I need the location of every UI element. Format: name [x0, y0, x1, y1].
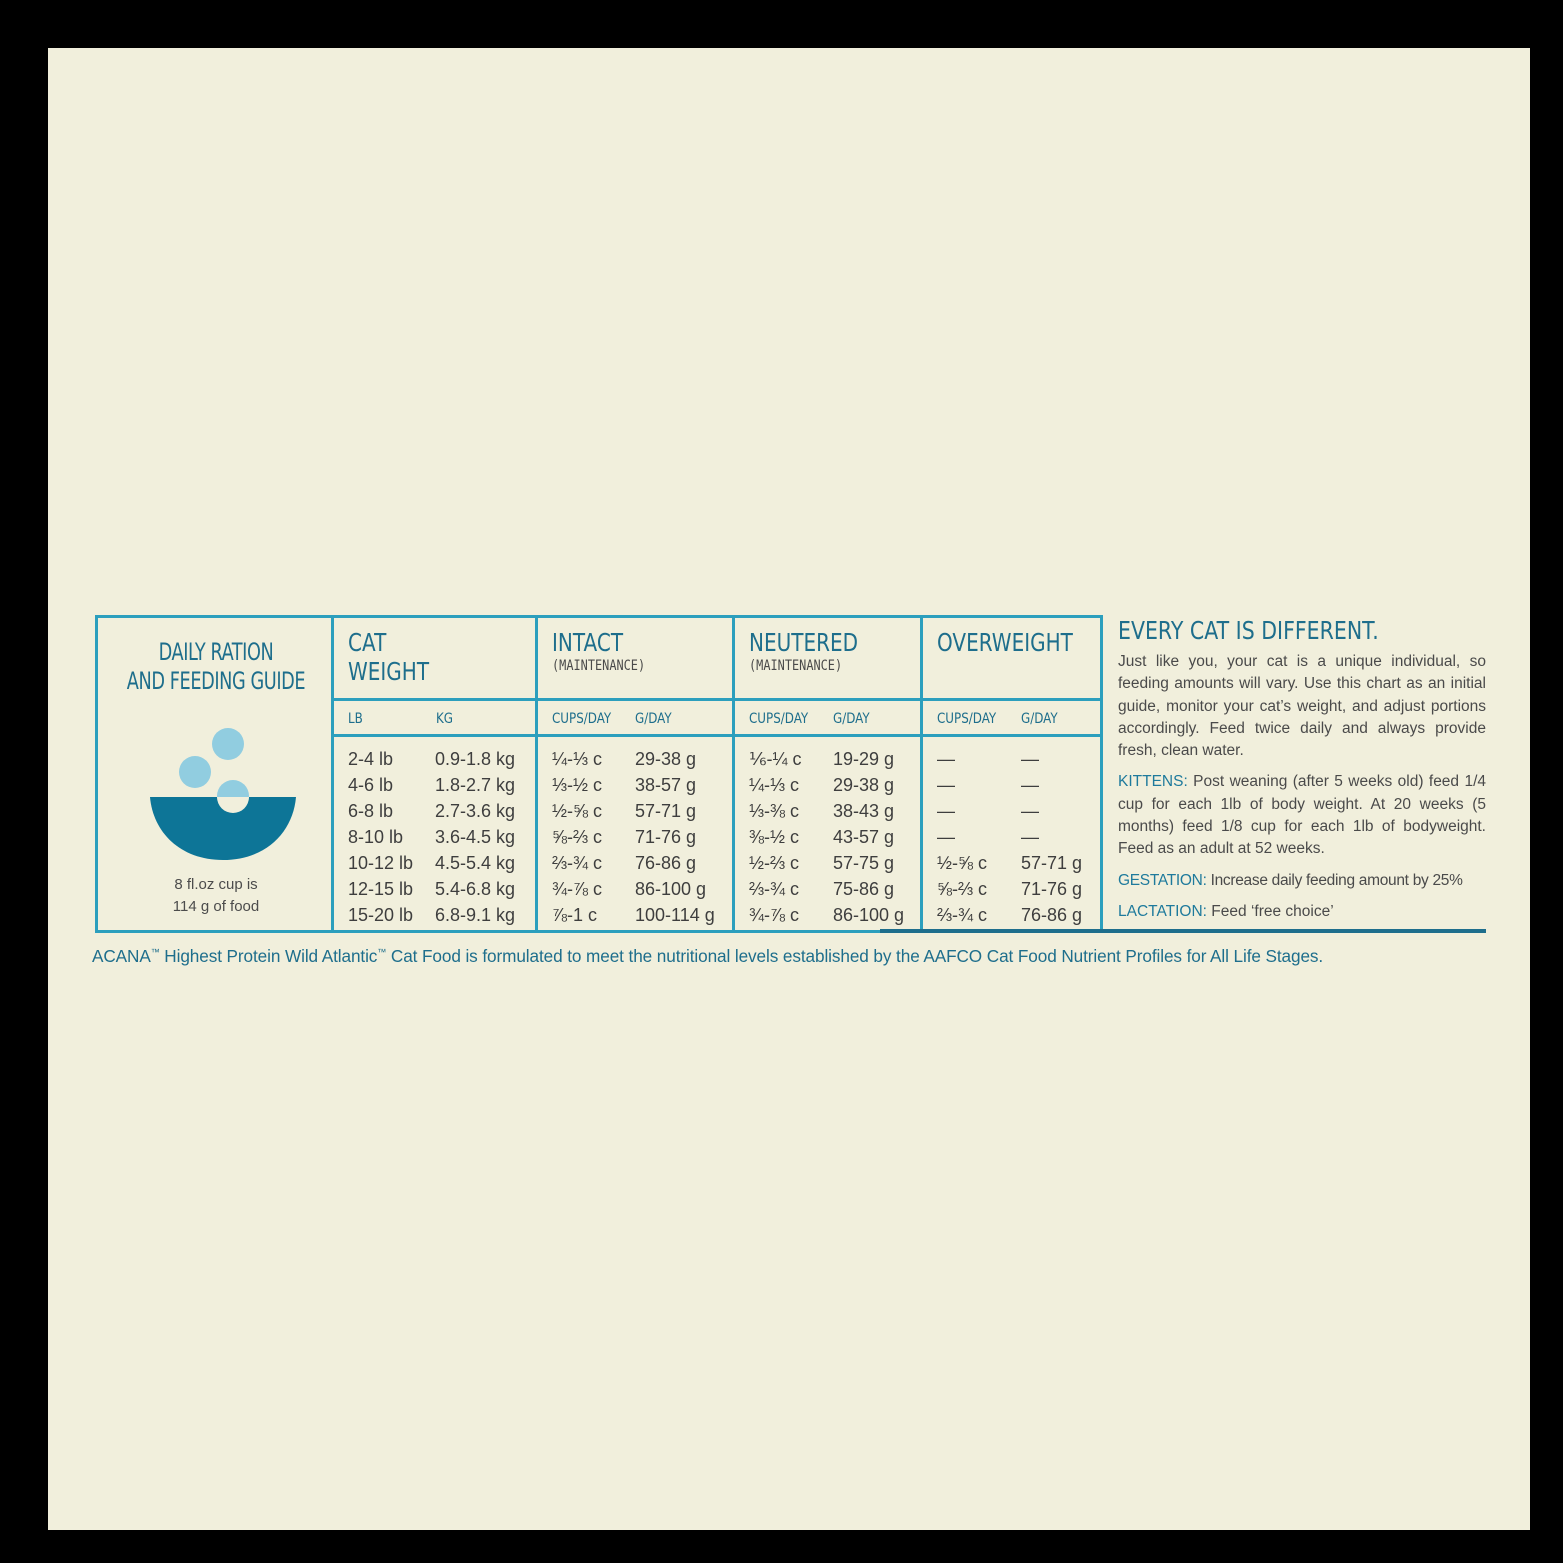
overweight-column: [920, 618, 1103, 930]
cell-grams: 75-86 g: [833, 879, 895, 899]
side-title: EVERY CAT IS DIFFERENT.: [1118, 616, 1379, 645]
cell-kg: 3.6-4.5 kg: [435, 827, 516, 847]
cell-grams: 29-38 g: [635, 749, 697, 769]
cat-weight-header: [348, 628, 429, 686]
cell-grams: 57-71 g: [635, 801, 697, 821]
aafco-statement: [92, 940, 1492, 968]
cell-kg: 6.8-9.1 kg: [435, 905, 516, 925]
kittens-note: [1118, 771, 1486, 860]
cell-grams: 71-76 g: [1021, 879, 1083, 899]
cell-grams: —: [1021, 827, 1039, 847]
cell-cups: ⅔-¾ c: [552, 853, 603, 873]
guide-title-line2: AND FEEDING GUIDE: [126, 667, 306, 695]
cell-kg: 5.4-6.8 kg: [435, 879, 516, 899]
header-divider: [331, 698, 1100, 701]
cell-grams: 19-29 g: [833, 749, 895, 769]
cell-cups: ⅜-½ c: [749, 827, 800, 847]
header-line1: CAT: [348, 628, 387, 657]
unit-kg: KG: [436, 711, 454, 727]
cat-weight-column: [331, 618, 535, 930]
cell-cups: ½-⅔ c: [749, 853, 800, 873]
footer-text-part2: Cat Food is formulated to meet the nutritional levels established by the AAFCO Cat Food Nutrient Profiles for All Life Stages.: [386, 946, 1324, 966]
cell-cups: ⅙-¼ c: [749, 749, 802, 769]
unit-g-day: G/DAY: [635, 711, 672, 727]
guide-title-line1: DAILY RATION: [158, 638, 274, 666]
lactation-text: Feed ‘free choice’: [1207, 902, 1334, 920]
cell-cups: ½-⅝ c: [937, 853, 988, 873]
side-notes: [1118, 615, 1486, 923]
guide-title-column: [98, 618, 334, 930]
cell-grams: 86-100 g: [635, 879, 707, 899]
cell-cups: ¼-⅓ c: [552, 749, 603, 769]
unit-cups-day: CUPS/DAY: [552, 711, 612, 727]
cup-note-line1: 8 fl.oz cup is: [174, 876, 258, 893]
unit-lb: LB: [348, 711, 363, 727]
neutered-header: NEUTERED: [749, 628, 859, 657]
intact-column: [535, 618, 732, 930]
cell-grams: 29-38 g: [833, 775, 895, 795]
cell-lb: 6-8 lb: [348, 801, 394, 821]
kittens-label: KITTENS:: [1118, 773, 1188, 791]
cup-note: [98, 874, 334, 918]
cell-grams: —: [1021, 749, 1039, 769]
cell-cups: ⅔-¾ c: [749, 879, 800, 899]
cell-grams: 71-76 g: [635, 827, 697, 847]
cell-grams: 57-71 g: [1021, 853, 1083, 873]
cell-grams: 38-57 g: [635, 775, 697, 795]
footer-brand: ACANA: [92, 946, 151, 966]
header-line2: WEIGHT: [348, 657, 430, 686]
cell-grams: 43-57 g: [833, 827, 895, 847]
cell-cups: —: [937, 827, 955, 847]
cell-cups: ⅓-½ c: [552, 775, 603, 795]
cell-cups: ½-⅝ c: [552, 801, 603, 821]
cell-lb: 15-20 lb: [348, 905, 414, 925]
side-divider: [880, 929, 1486, 933]
cell-grams: —: [1021, 775, 1039, 795]
cell-cups: ⅞-1 c: [552, 905, 598, 925]
units-divider: [331, 734, 1100, 737]
cell-cups: ⅔-¾ c: [937, 905, 988, 925]
intact-header: INTACT: [552, 628, 624, 657]
cell-grams: 76-86 g: [1021, 905, 1083, 925]
intact-subtitle: (MAINTENANCE): [552, 658, 646, 674]
cell-cups: ⅝-⅔ c: [552, 827, 603, 847]
cell-kg: 4.5-5.4 kg: [435, 853, 516, 873]
cell-lb: 12-15 lb: [348, 879, 414, 899]
cell-cups: —: [937, 775, 955, 795]
cell-cups: ⅝-⅔ c: [937, 879, 988, 899]
footer-text-part1: Highest Protein Wild Atlantic: [159, 946, 378, 966]
cell-grams: —: [1021, 801, 1039, 821]
side-intro: Just like you, your cat is a unique individual, so feeding amounts will vary. Use this chart as an initial guide, monitor your cat’s weight, and adjust portions accordingly. Feed twice daily and always provide fresh, clean water.: [1118, 653, 1486, 760]
cell-cups: —: [937, 801, 955, 821]
cell-lb: 10-12 lb: [348, 853, 414, 873]
cell-grams: 57-75 g: [833, 853, 895, 873]
unit-g-day: G/DAY: [833, 711, 870, 727]
cell-kg: 0.9-1.8 kg: [435, 749, 516, 769]
gestation-text: Increase daily feeding amount by 25%: [1206, 871, 1463, 889]
unit-g-day: G/DAY: [1021, 711, 1058, 727]
cell-cups: ⅓-⅜ c: [749, 801, 800, 821]
neutered-subtitle: (MAINTENANCE): [749, 658, 843, 674]
unit-cups-day: CUPS/DAY: [937, 711, 997, 727]
cell-grams: 86-100 g: [833, 905, 905, 925]
cell-grams: 100-114 g: [635, 905, 715, 925]
cell-grams: 76-86 g: [635, 853, 697, 873]
cell-cups: ¾-⅞ c: [552, 879, 603, 899]
feeding-guide-table: [95, 615, 1103, 933]
gestation-note: [1118, 870, 1486, 892]
trademark-mark: ™: [377, 947, 387, 957]
unit-cups-day: CUPS/DAY: [749, 711, 809, 727]
cell-cups: ¼-⅓ c: [749, 775, 800, 795]
kittens-text: Post weaning (after 5 weeks old) feed 1/4 cup for each 1lb of body weight. At 20 weeks (5 months) feed 1/8 cup for each 1lb of bodyweight. Feed as an adult at 52 weeks.: [1118, 773, 1486, 858]
cell-kg: 2.7-3.6 kg: [435, 801, 516, 821]
bowl-with-kibble-icon: [148, 722, 298, 862]
cell-lb: 8-10 lb: [348, 827, 404, 847]
guide-title: [119, 638, 313, 696]
cell-cups: ¾-⅞ c: [749, 905, 800, 925]
gestation-label: GESTATION:: [1118, 871, 1207, 889]
trademark-mark: ™: [150, 947, 160, 957]
lactation-note: [1118, 901, 1486, 923]
cell-lb: 2-4 lb: [348, 749, 394, 769]
lactation-label: LACTATION:: [1118, 902, 1207, 920]
cell-lb: 4-6 lb: [348, 775, 394, 795]
cell-kg: 1.8-2.7 kg: [435, 775, 516, 795]
cell-grams: 38-43 g: [833, 801, 895, 821]
cell-cups: —: [937, 749, 955, 769]
overweight-header: OVERWEIGHT: [937, 628, 1073, 657]
cup-note-line2: 114 g of food: [172, 898, 260, 915]
neutered-column: [732, 618, 920, 930]
